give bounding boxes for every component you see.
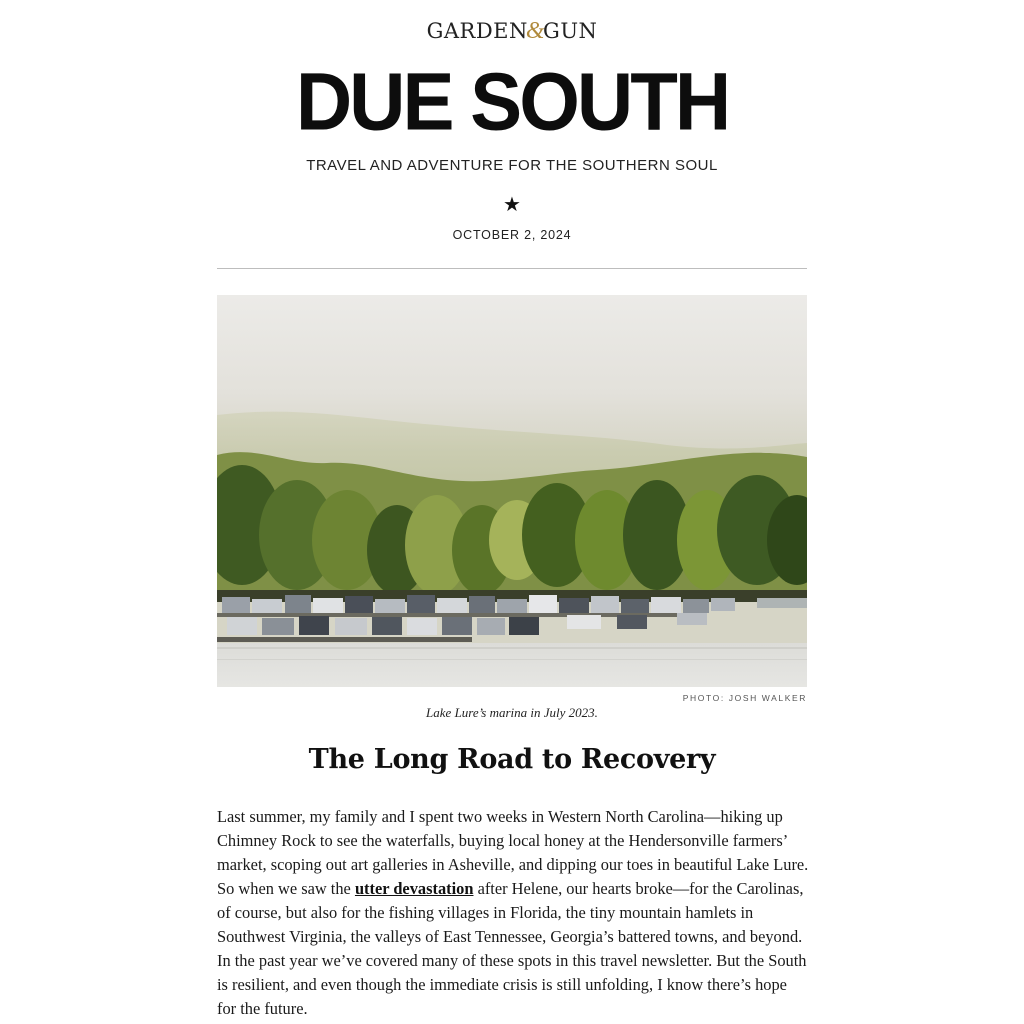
garden-and-gun-logo[interactable]: [217, 18, 807, 45]
header-divider: [217, 268, 807, 269]
photo-caption: Lake Lure’s marina in July 2023.: [426, 705, 598, 720]
star-icon: ★: [503, 192, 521, 216]
lake-marina-illustration: [217, 295, 807, 687]
article-body-text-1: Last summer, my family and I spent two weeks in Western North Carolina—hiking up Chimney Rock to see the waterfalls, buying local honey at the Hendersonville farmers’ market, scoping out art galleries in Asheville, and dipping our toes in beautiful Lake Lure. So when we saw the: [217, 807, 809, 898]
newsletter-tagline: TRAVEL AND ADVENTURE FOR THE SOUTHERN SOUL: [306, 157, 718, 174]
logo-ampersand: &: [525, 18, 546, 44]
article-body: [217, 805, 809, 1021]
newsletter-title: DUE SOUTH: [295, 54, 729, 148]
hero-photo[interactable]: [217, 295, 807, 687]
logo-word-garden: GARDEN: [426, 19, 528, 43]
article-headline: The Long Road to Recovery: [308, 744, 716, 775]
utter-devastation-link[interactable]: utter devastation: [354, 879, 474, 898]
photo-credit: PHOTO: JOSH WALKER: [682, 693, 807, 703]
logo-word-gun: GUN: [543, 19, 598, 43]
issue-date: OCTOBER 2, 2024: [452, 228, 572, 242]
article-body-text-2: after Helene, our hearts broke—for the Carolinas, of course, but also for the fishing villages in Florida, the tiny mountain hamlets in Southwest Virginia, the valleys of East Tennessee, Georgia’s battered towns, and beyond. In the past year we’ve covered many of these spots in this travel newsletter. But the South is resilient, and even though the immediate crisis is still unfolding, I know there’s hope for the future.: [217, 879, 807, 1018]
